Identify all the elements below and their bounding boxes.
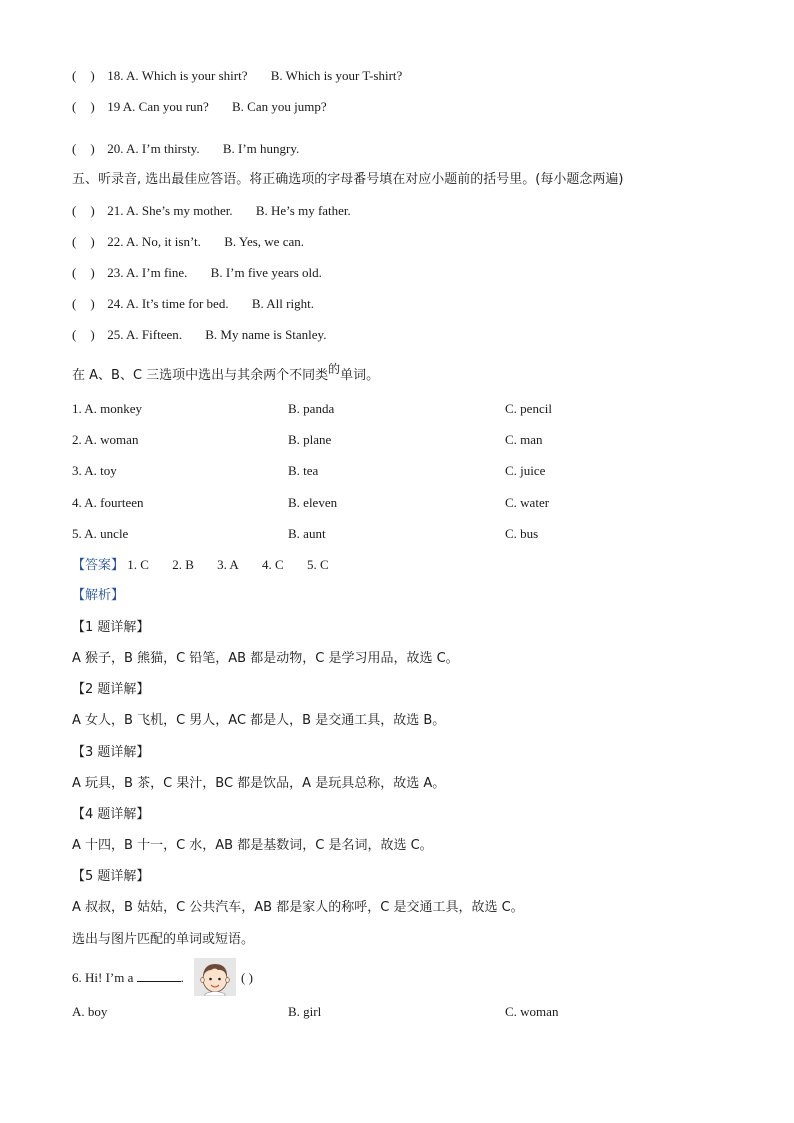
question-number: 22.	[107, 234, 124, 249]
option-a: A. Which is your shirt?	[126, 68, 248, 83]
answer-row	[72, 556, 349, 575]
question-6-prefix: 6. Hi! I’m a	[72, 970, 134, 985]
question-number: 18.	[107, 68, 124, 83]
option-b: B. panda	[288, 401, 335, 416]
option-a: A. I’m fine.	[126, 265, 188, 280]
option-a: A. No, it isn’t.	[126, 234, 201, 249]
question-25	[72, 326, 326, 344]
option-b: B. Can you jump?	[231, 99, 327, 114]
option-c: C. bus	[505, 526, 539, 541]
detail-2-label: 【2 题详解】	[72, 682, 150, 697]
boy-image	[194, 958, 236, 996]
instruction-de: 的	[328, 362, 341, 376]
option-a: A. It’s time for bed.	[126, 296, 229, 311]
odd-one-out-instruction	[72, 362, 380, 385]
answer-3: 3. A	[217, 557, 239, 572]
answer-5: 5. C	[306, 557, 329, 572]
option-a: A. boy	[72, 1004, 108, 1019]
answer-paren[interactable]: ( )	[72, 203, 95, 218]
detail-4-text: A 十四，B 十一，C 水，AB 都是基数词，C 是名词，故选 C。	[72, 838, 433, 853]
question-6-paren[interactable]: ( )	[241, 970, 253, 985]
option-a: A. Fifteen.	[126, 327, 183, 342]
detail-3-text: A 玩具，B 茶，C 果汁，BC 都是饮品，A 是玩具总称，故选 A。	[72, 776, 446, 791]
question-6	[72, 969, 184, 987]
answer-2: 2. B	[172, 557, 194, 572]
option-a: 1. A. monkey	[72, 401, 143, 416]
section-5-heading: 五、听录音, 选出最佳应答语。将正确选项的字母番号填在对应小题前的括号里。(每小题念两遍)	[72, 172, 624, 187]
detail-4-label: 【4 题详解】	[72, 807, 150, 822]
question-24	[72, 295, 314, 313]
option-a: 2. A. woman	[72, 432, 139, 447]
option-c: C. man	[505, 432, 543, 447]
option-b: B. Yes, we can.	[224, 234, 304, 249]
answer-1: 1. C	[127, 557, 149, 572]
question-number: 21.	[107, 203, 124, 218]
option-b: B. aunt	[288, 526, 326, 541]
detail-5-label: 【5 题详解】	[72, 869, 150, 884]
question-21	[72, 202, 351, 220]
answer-paren[interactable]: ( )	[72, 68, 95, 83]
option-a: 5. A. uncle	[72, 526, 129, 541]
question-20	[72, 140, 299, 158]
question-19	[72, 98, 327, 116]
option-a: 3. A. toy	[72, 463, 117, 478]
instruction-text-end: 单词。	[340, 368, 380, 383]
option-b: B. My name is Stanley.	[205, 327, 327, 342]
option-b: B. girl	[288, 1004, 322, 1019]
option-c: C. pencil	[505, 401, 552, 416]
question-6-suffix: .	[180, 970, 184, 985]
question-number: 24.	[107, 296, 124, 311]
question-18	[72, 67, 402, 85]
detail-5-text: A 叔叔，B 姑姑，C 公共汽车，AB 都是家人的称呼，C 是交通工具，故选 C。	[72, 900, 524, 915]
detail-1-text: A 猴子，B 熊猫，C 铅笔，AB 都是动物，C 是学习用品，故选 C。	[72, 651, 459, 666]
option-c: C. woman	[505, 1004, 559, 1019]
answer-paren[interactable]: ( )	[72, 99, 95, 114]
option-c: C. juice	[505, 463, 546, 478]
option-b: B. plane	[288, 432, 332, 447]
detail-3-label: 【3 题详解】	[72, 745, 150, 760]
option-b: B. tea	[288, 463, 319, 478]
odd-question-4	[0, 494, 794, 512]
boy-face-icon	[194, 958, 236, 996]
detail-1-label: 【1 题详解】	[72, 620, 150, 635]
question-number: 25.	[107, 327, 124, 342]
answer-paren[interactable]: ( )	[72, 296, 95, 311]
instruction-text: 在 A、B、C 三选项中选出与其余两个不同类	[72, 368, 329, 383]
answer-paren[interactable]: ( )	[72, 327, 95, 342]
picture-match-instruction: 选出与图片匹配的单词或短语。	[72, 932, 255, 947]
detail-2-text: A 女人，B 飞机，C 男人，AC 都是人，B 是交通工具，故选 B。	[72, 713, 446, 728]
option-a: 4. A. fourteen	[72, 495, 144, 510]
odd-question-3	[0, 462, 794, 480]
odd-question-1	[0, 400, 794, 418]
option-b: B. I’m hungry.	[222, 141, 300, 156]
answer-paren[interactable]: ( )	[72, 234, 95, 249]
question-6-options	[0, 1003, 794, 1021]
option-a: A. She’s my mother.	[126, 203, 233, 218]
question-number: 20.	[107, 141, 124, 156]
question-number: 23.	[107, 265, 124, 280]
analysis-label: 【解析】	[72, 588, 125, 603]
option-b: B. eleven	[288, 495, 338, 510]
answer-4: 4. C	[262, 557, 284, 572]
answer-paren[interactable]: ( )	[72, 265, 95, 280]
option-b: B. I’m five years old.	[210, 265, 322, 280]
odd-question-5	[0, 525, 794, 543]
option-c: C. water	[505, 495, 550, 510]
question-22	[72, 233, 304, 251]
answer-blank[interactable]	[137, 969, 181, 982]
option-b: B. Which is your T-shirt?	[270, 68, 403, 83]
answer-label: 【答案】	[72, 558, 125, 573]
option-b: B. All right.	[251, 296, 314, 311]
option-b: B. He’s my father.	[255, 203, 351, 218]
question-number: 19	[107, 99, 121, 114]
option-a: A. Can you run?	[122, 99, 209, 114]
option-a: A. I’m thirsty.	[126, 141, 200, 156]
answer-paren[interactable]: ( )	[72, 141, 95, 156]
question-23	[72, 264, 322, 282]
odd-question-2	[0, 431, 794, 449]
